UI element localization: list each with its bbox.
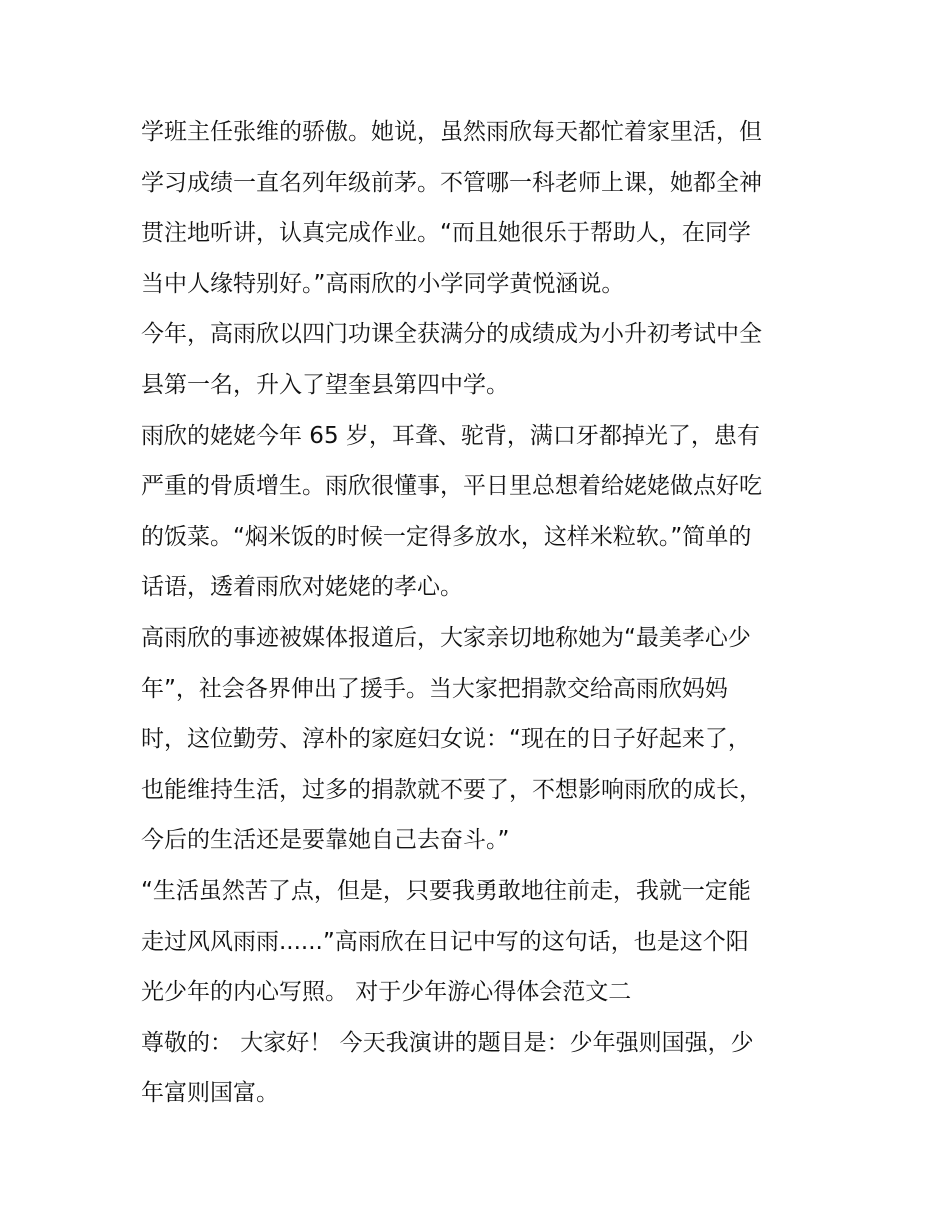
text-line: 也能维持生活，过多的捐款就不要了，不想影响雨欣的成长， xyxy=(141,776,762,803)
text-line: 时，这位勤劳、淳朴的家庭妇女说：“现在的日子好起来了， xyxy=(141,726,751,753)
text-line: 走过风风雨雨......”高雨欣在日记中写的这句话，也是这个阳 xyxy=(141,928,749,955)
text-line: 尊敬的： 大家好！ 今天我演讲的题目是：少年强则国强，少 xyxy=(141,1029,754,1056)
text-line: 光少年的内心写照。 对于少年游心得体会范文二 xyxy=(141,979,632,1006)
text-line: 年富则国富。 xyxy=(141,1080,279,1107)
document-body xyxy=(141,107,821,1119)
text-line: 高雨欣的事迹被媒体报道后，大家亲切地称她为“最美孝心少 xyxy=(141,624,751,651)
text-line: 今年，高雨欣以四门功课全获满分的成绩成为小升初考试中全 xyxy=(141,321,762,348)
text-line: 的饭菜。“焖米饭的时候一定得多放水，这样米粒软。”简单的 xyxy=(141,523,752,550)
text-line: 话语，透着雨欣对姥姥的孝心。 xyxy=(141,574,463,601)
text-line: 年”，社会各界伸出了援手。当大家把捐款交给高雨欣妈妈 xyxy=(141,675,728,702)
text-line: 学班主任张维的骄傲。她说，虽然雨欣每天都忙着家里活，但 xyxy=(141,119,762,145)
text-line: 当中人缘特别好。”高雨欣的小学同学黄悦涵说。 xyxy=(141,270,625,297)
text-line: 县第一名，升入了望奎县第四中学。 xyxy=(141,371,509,398)
text-line: 今后的生活还是要靠她自己去奋斗。” xyxy=(141,827,510,854)
text-line: 严重的骨质增生。雨欣很懂事，平日里总想着给姥姥做点好吃 xyxy=(141,473,762,500)
text-line: 贯注地听讲，认真完成作业。“而且她很乐于帮助人，在同学 xyxy=(141,220,751,247)
text-line: “生活虽然苦了点，但是，只要我勇敢地往前走，我就一定能 xyxy=(141,877,751,904)
text-line: 雨欣的姥姥今年 65 岁，耳聋、驼背，满口牙都掉光了，患有 xyxy=(141,422,760,449)
text-line: 学习成绩一直名列年级前茅。不管哪一科老师上课，她都全神 xyxy=(141,169,762,196)
